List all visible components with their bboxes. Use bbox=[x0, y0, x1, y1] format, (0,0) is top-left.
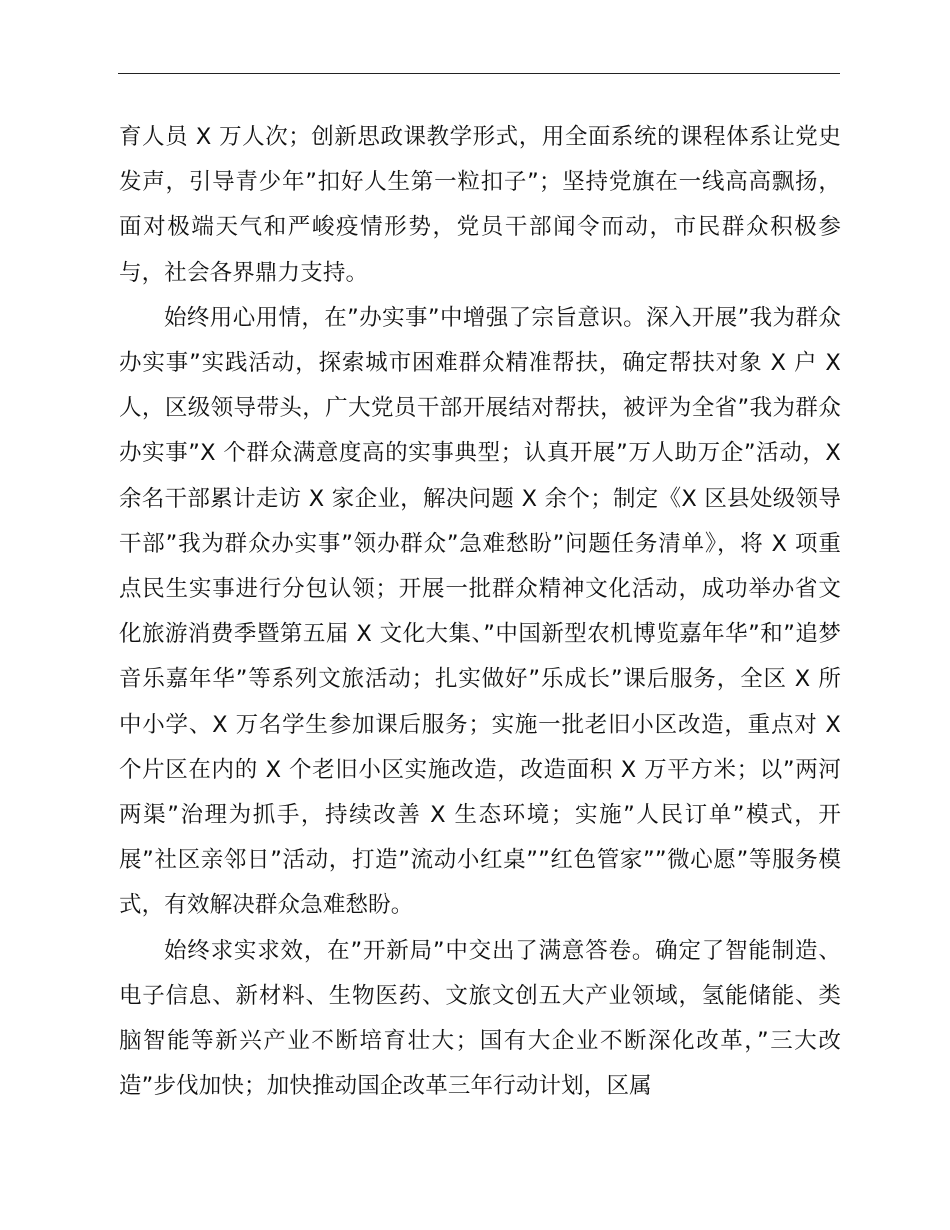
body-text bbox=[119, 115, 841, 1109]
paragraph-3: 始终求实求效，在”开新局”中交出了满意答卷。确定了智能制造、电子信息、新材料、生物医药、文旅文创五大产业领域，氢能储能、类脑智能等新兴产业不断培育壮大；国有大企业不断深化改革，”三大改造”步伐加快；加快推动国企改革三年行动计划，区属 bbox=[119, 937, 841, 1100]
paragraph-1: 育人员 X 万人次；创新思政课教学形式，用全面系统的课程体系让党史发声，引导青少年”扣好人生第一粒扣子”；坚持党旗在一线高高飘扬，面对极端天气和严峻疫情形势，党员干部闻令而动，市民群众积极参与，社会各界鼎力支持。 bbox=[119, 124, 841, 286]
paragraph-2: 始终用心用情，在”办实事”中增强了宗旨意识。深入开展”我为群众办实事”实践活动，探索城市困难群众精准帮扶，确定帮扶对象 X 户 X 人，区级领导带头，广大党员干部开展结对帮扶，被评为全省”我为群众办实事”X 个群众满意度高的实事典型；认真开展”万人助万企”活动，X 余名干部累计走访 X 家企业，解决问题 X 余个；制定《X 区县处级领导干部”我为群众办实事”领办群众”急难愁盼”问题任务清单》，将 X 项重点民生实事进行分包认领；开展一批群众精神文化活动，成功举办省文化旅游消费季暨第五届 X 文化大集、”中国新型农机博览嘉年华”和”追梦音乐嘉年华”等系列文旅活动；扎实做好”乐成长”课后服务，全区 X 所中小学、X 万名学生参加课后服务；实施一批老旧小区改造，重点对 X 个片区在内的 X 个老旧小区实施改造，改造面积 X 万平方米；以”两河两渠”治理为抓手，持续改善 X 生态环境；实施”人民订单”模式，开展”社区亲邻日”活动，打造”流动小红桌””红色管家””微心愿”等服务模式，有效解决群众急难愁盼。 bbox=[119, 304, 841, 919]
header-rule bbox=[118, 73, 840, 74]
